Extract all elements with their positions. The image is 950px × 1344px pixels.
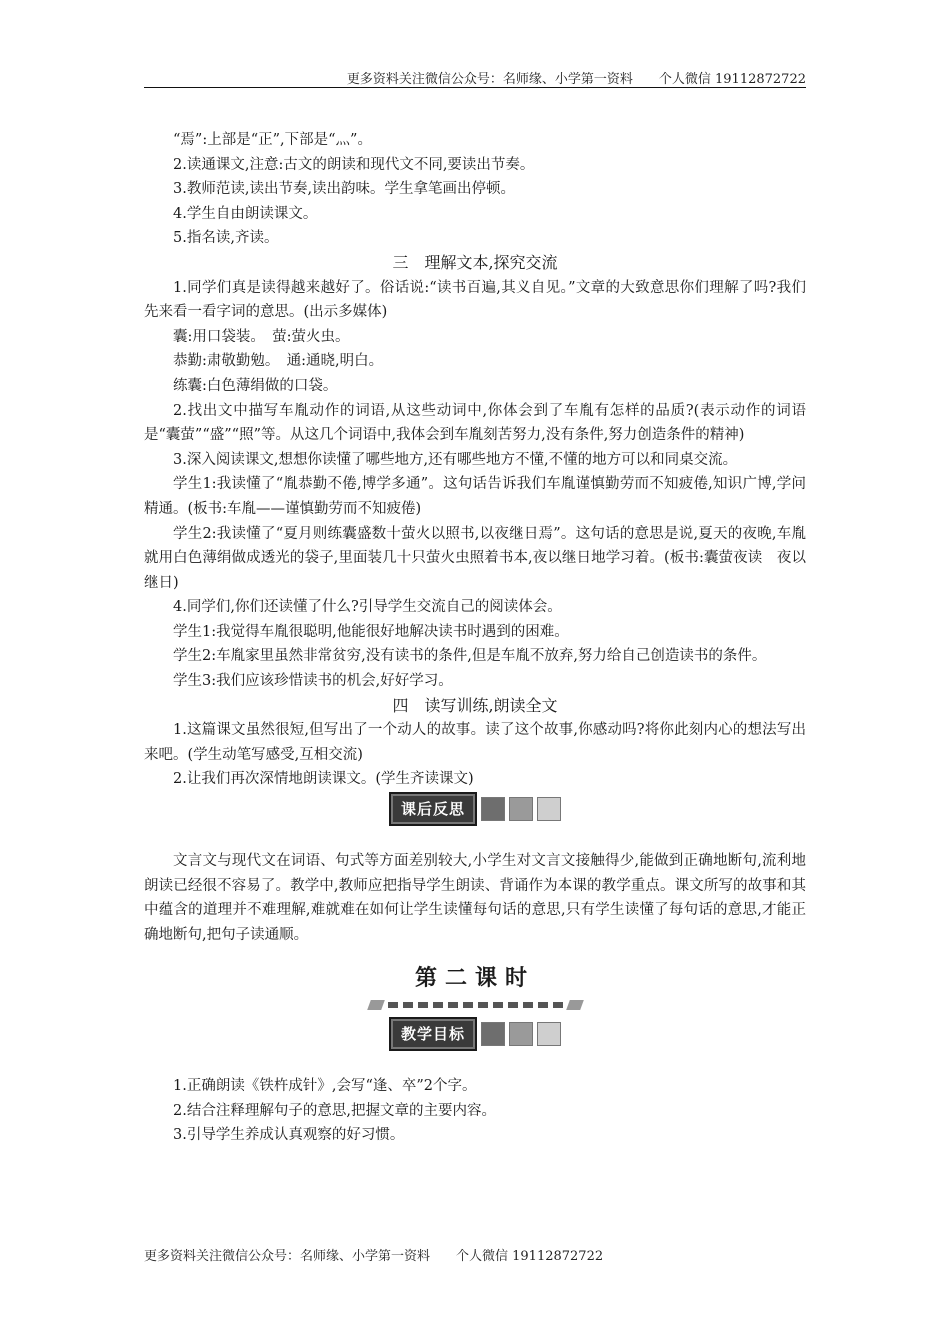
decoration-icon (367, 1000, 385, 1010)
paragraph: 恭勤:肃敬勤勉。 通:通晓,明白。 (173, 353, 384, 370)
paragraph: 4.同学们,你们还读懂了什么?引导学生交流自己的阅读体会。 (173, 599, 562, 616)
paragraph: 4.学生自由朗读课文。 (173, 205, 318, 222)
reflection-paragraph: 文言文与现代文在词语、句式等方面差别较大,小学生对文言文接触得少,能做到正确地断句,流利地朗读已经很不容易了。教学中,教师应把指导学生朗读、背诵作为本课的教学重点。课文所写的故事和其中蕴含的道理并不难理解,难就难在如何让学生读懂每句话的意思,只有学生读懂了每句话的意思,才能正确地断句,把句子读通顺。 (144, 853, 806, 943)
paragraph: 学生1:我觉得车胤很聪明,他能很好地解决读书时遇到的困难。 (173, 623, 569, 640)
decoration-icon (566, 1000, 584, 1010)
paragraph: 3.教师范读,读出节奏,读出韵味。学生拿笔画出停顿。 (173, 181, 516, 198)
goal-item: 1.正确朗读《铁杵成针》,会写“逢、卒”2个字。 (173, 1078, 477, 1094)
page-footer: 更多资料关注微信公众号：名师缘、小学第一资料 个人微信 19112872722 (144, 1249, 604, 1264)
goals-banner (144, 1018, 806, 1050)
section-heading: 三 理解文本,探究交流 (392, 252, 558, 272)
banner-square-icon (509, 1022, 533, 1046)
banner-label: 课后反思 (389, 792, 477, 827)
reflection-banner (144, 793, 806, 825)
paragraph: 练囊:白色薄绢做的口袋。 (173, 377, 338, 394)
banner-square-icon (509, 797, 533, 821)
paragraph: “焉”:上部是“正”,下部是“灬”。 (173, 132, 372, 148)
lesson-title: 第二课时 (414, 966, 535, 992)
page-content (144, 128, 806, 1148)
paragraph: 1.这篇课文虽然很短,但写出了一个动人的故事。读了这个故事,你感动吗?将你此刻内心的想法写出来吧。(学生动笔写感受,互相交流) (144, 722, 806, 763)
paragraph: 1.同学们真是读得越来越好了。俗话说:“读书百遍,其义自见。”文章的大致意思你们理解了吗?我们先来看一看字词的意思。(出示多媒体) (144, 279, 806, 321)
banner-square-icon (537, 797, 561, 821)
banner-square-icon (481, 1022, 505, 1046)
banner-square-icon (537, 1022, 561, 1046)
paragraph: 2.让我们再次深情地朗读课文。(学生齐读课文) (173, 771, 474, 788)
paragraph: 囊:用口袋装。 萤:萤火虫。 (173, 328, 350, 345)
paragraph: 学生1:我读懂了“胤恭勤不倦,博学多通”。这句话告诉我们车胤谨慎勤劳而不知疲倦,知识广博,学问精通。(板书:车胤——谨慎勤劳而不知疲倦) (144, 476, 806, 517)
paragraph: 学生2:我读懂了“夏月则练囊盛数十萤火以照书,以夜继日焉”。这句话的意思是说,夏天的夜晚,车胤就用白色薄绢做成透光的袋子,里面装几十只萤火虫照着书本,夜以继日地学习着。(板书:囊萤夜读 夜以继日) (144, 525, 806, 591)
paragraph: 学生2:车胤家里虽然非常贫穷,没有读书的条件,但是车胤不放弃,努力给自己创造读书的条件。 (173, 648, 767, 665)
title-decoration (144, 998, 806, 1012)
paragraph: 学生3:我们应该珍惜读书的机会,好好学习。 (173, 673, 453, 690)
section-heading: 四 读写训练,朗读全文 (392, 695, 558, 715)
goal-item: 3.引导学生养成认真观察的好习惯。 (173, 1127, 405, 1144)
goal-item: 2.结合注释理解句子的意思,把握文章的主要内容。 (173, 1102, 496, 1119)
paragraph: 5.指名读,齐读。 (173, 230, 279, 247)
header-divider (144, 87, 806, 88)
banner-label: 教学目标 (389, 1017, 477, 1052)
paragraph: 3.深入阅读课文,想想你读懂了哪些地方,还有哪些地方不懂,不懂的地方可以和同桌交流。 (173, 451, 738, 468)
banner-square-icon (481, 797, 505, 821)
paragraph: 2.读通课文,注意:古文的朗读和现代文不同,要读出节奏。 (173, 156, 535, 173)
page-header: 更多资料关注微信公众号：名师缘、小学第一资料 个人微信 19112872722 (346, 72, 806, 87)
paragraph: 2.找出文中描写车胤动作的词语,从这些动词中,你体会到了车胤有怎样的品质?(表示动作的词语是“囊萤”“盛”“照”等。从这几个词语中,我体会到车胤刻苦努力,没有条件,努力创造条件的精神) (144, 402, 806, 444)
